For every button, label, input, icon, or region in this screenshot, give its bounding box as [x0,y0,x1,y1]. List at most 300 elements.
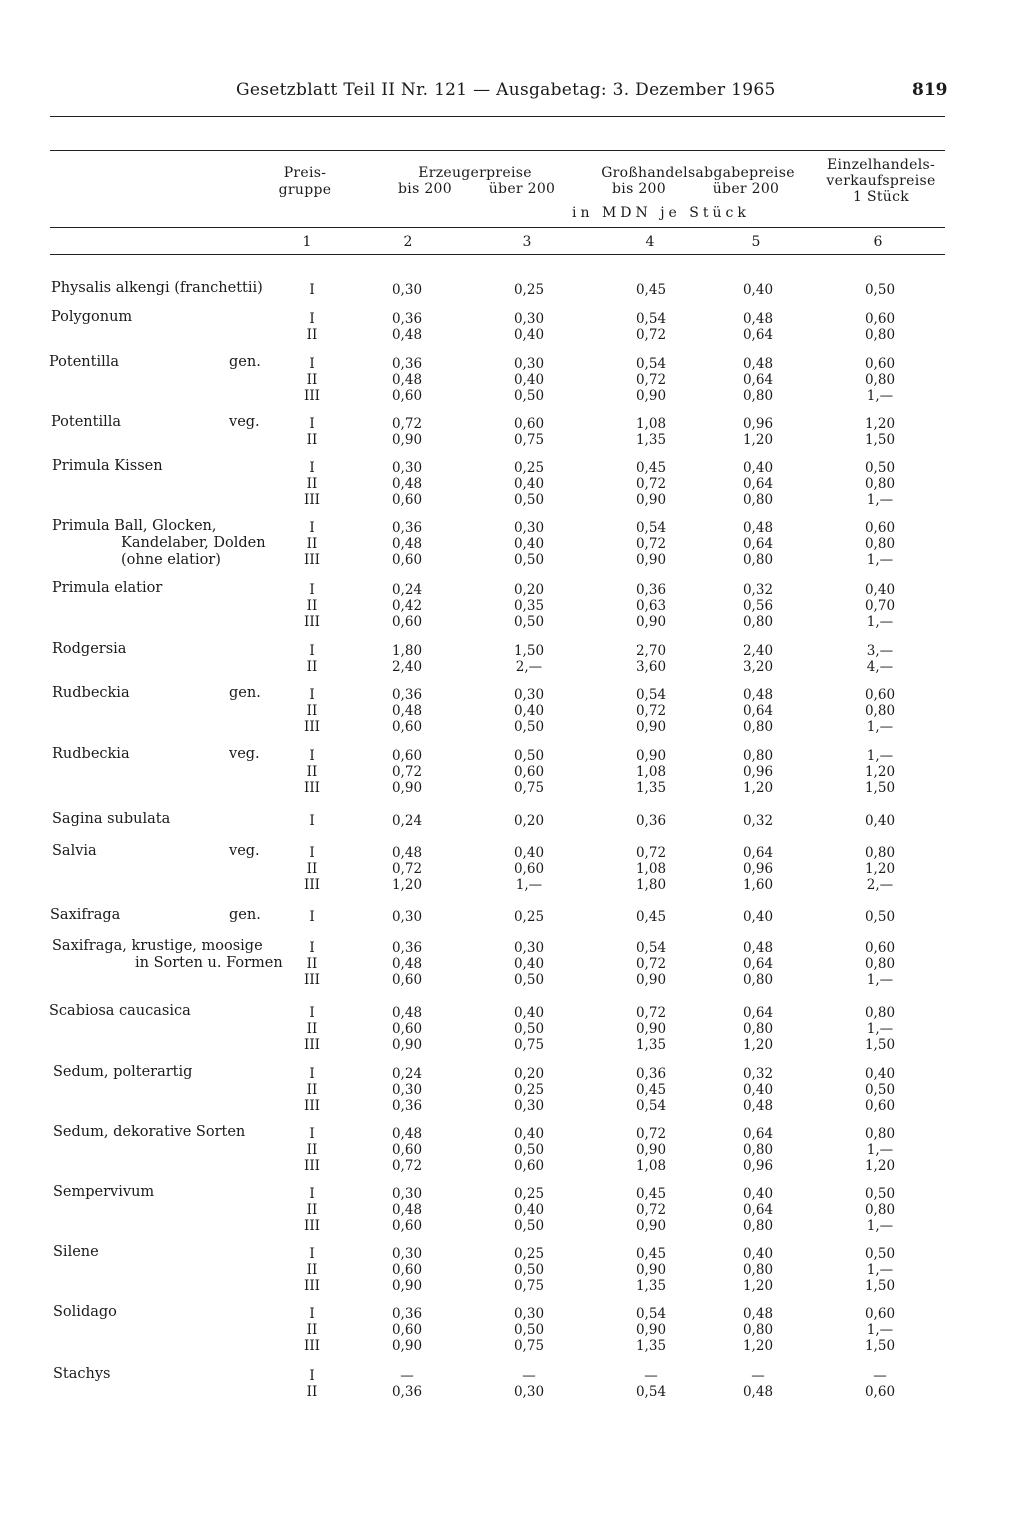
price-cell: 0,30 [391,460,423,476]
plant-name: Solidago [53,1304,117,1320]
price-cell: 0,80 [864,1005,896,1021]
price-cell: — [400,1368,414,1384]
price-cell: 1,20 [864,764,896,780]
price-cell: 1,50 [864,1338,896,1354]
price-cell: 1,— [866,972,894,988]
plant-qualifier: gen. [229,907,261,923]
price-cell: 0,60 [513,764,545,780]
price-cell: 0,96 [742,764,774,780]
price-cell: 0,60 [513,861,545,877]
price-cell: 0,40 [742,1186,774,1202]
column-number: 5 [751,234,761,250]
price-cell: 0,50 [513,552,545,568]
column-number: 3 [522,234,532,250]
price-cell: 1,20 [864,416,896,432]
price-group-cell: II [306,659,318,675]
price-cell: 0,50 [513,748,545,764]
price-group-cell: I [309,845,315,861]
page-number: 819 [912,80,948,100]
price-cell: 0,30 [513,940,545,956]
plant-qualifier: veg. [229,414,260,430]
plant-name: (ohne elatior) [121,552,221,568]
price-group-cell: III [304,972,320,988]
price-cell: 2,— [866,877,894,893]
price-cell: 0,90 [635,1262,667,1278]
price-cell: 1,— [866,552,894,568]
price-cell: 0,48 [391,703,423,719]
price-cell: 0,45 [635,460,667,476]
header-einzelhandel [815,158,947,204]
price-cell: 0,45 [635,1082,667,1098]
price-cell: 0,25 [513,909,545,925]
price-cell: 0,25 [513,460,545,476]
price-cell: 0,80 [742,1262,774,1278]
header-erzeuger-bis200: bis 200 [398,181,452,197]
price-cell: 0,36 [391,356,423,372]
price-cell: 0,60 [864,1306,896,1322]
plant-name: Potentilla [49,354,120,370]
price-cell: 1,— [866,1322,894,1338]
price-cell: 0,80 [864,372,896,388]
price-group-cell: I [309,582,315,598]
price-cell: 1,— [866,719,894,735]
price-cell: 1,50 [513,643,545,659]
price-cell: 0,30 [391,1246,423,1262]
price-group-cell: I [309,416,315,432]
price-cell: 0,36 [391,1306,423,1322]
price-group-cell: III [304,552,320,568]
price-cell: 0,45 [635,282,667,298]
price-group-cell: I [309,282,315,298]
price-cell: 0,48 [742,311,774,327]
price-cell: 0,54 [635,940,667,956]
price-cell: 0,50 [864,909,896,925]
price-cell: 1,— [866,748,894,764]
price-cell: 0,30 [513,1098,545,1114]
price-cell: 0,60 [391,1262,423,1278]
price-cell: 1,— [866,1262,894,1278]
price-cell: 1,08 [635,1158,667,1174]
price-cell: 0,50 [864,1186,896,1202]
price-group-cell: II [306,1322,318,1338]
price-cell: 0,32 [742,582,774,598]
price-cell: — [873,1368,887,1384]
price-cell: 1,— [866,1142,894,1158]
price-cell: 0,40 [513,372,545,388]
price-cell: 0,40 [513,1202,545,1218]
price-group-cell: III [304,1037,320,1053]
plant-name: Primula Ball, Glocken, [52,518,217,534]
price-cell: 0,80 [742,1021,774,1037]
price-cell: 0,24 [391,1066,423,1082]
price-cell: 1,35 [635,780,667,796]
price-cell: 0,40 [742,282,774,298]
price-cell: 0,30 [513,687,545,703]
price-cell: 0,36 [391,311,423,327]
price-cell: 0,40 [513,1126,545,1142]
price-cell: 0,50 [513,719,545,735]
price-cell: 0,30 [513,1384,545,1400]
price-cell: 0,30 [391,282,423,298]
price-cell: 1,35 [635,1338,667,1354]
price-cell: 0,48 [391,845,423,861]
price-cell: 0,25 [513,1186,545,1202]
price-cell: 3,— [866,643,894,659]
price-cell: 0,63 [635,598,667,614]
price-cell: 0,48 [391,372,423,388]
price-group-cell: II [306,1021,318,1037]
price-group-cell: III [304,877,320,893]
price-cell: 0,80 [742,1218,774,1234]
plant-name: Rudbeckia [52,685,130,701]
price-group-cell: I [309,687,315,703]
price-cell: 0,60 [391,388,423,404]
price-cell: 0,60 [391,1218,423,1234]
price-cell: 0,60 [864,1384,896,1400]
price-cell: 0,72 [635,476,667,492]
price-cell: 0,50 [513,1142,545,1158]
price-cell: 0,40 [513,327,545,343]
price-cell: 0,54 [635,1384,667,1400]
price-group-cell: II [306,703,318,719]
price-cell: 0,54 [635,520,667,536]
price-cell: 3,60 [635,659,667,675]
price-cell: 0,50 [513,1262,545,1278]
price-group-cell: II [306,1082,318,1098]
price-cell: 0,72 [635,703,667,719]
price-cell: 1,— [866,1218,894,1234]
header-erzeugerpreise: Erzeugerpreise [418,165,532,181]
price-cell: 0,75 [513,1278,545,1294]
price-cell: 2,40 [742,643,774,659]
price-cell: 0,32 [742,813,774,829]
price-cell: 0,50 [513,972,545,988]
price-cell: 1,20 [742,1338,774,1354]
price-group-cell: I [309,460,315,476]
price-cell: 0,64 [742,956,774,972]
price-cell: 0,60 [391,1142,423,1158]
price-cell: 0,90 [635,1142,667,1158]
price-cell: 0,80 [864,703,896,719]
price-cell: 0,48 [391,956,423,972]
price-cell: 1,— [515,877,543,893]
table-colnum-rule [50,227,945,228]
price-cell: 0,54 [635,687,667,703]
plant-name: Sedum, polterartig [53,1064,193,1080]
price-cell: 0,48 [742,356,774,372]
price-cell: 3,20 [742,659,774,675]
plant-name: Rodgersia [52,641,127,657]
price-cell: 0,64 [742,476,774,492]
price-cell: 0,90 [391,1278,423,1294]
price-cell: 1,80 [391,643,423,659]
price-cell: 0,35 [513,598,545,614]
price-cell: 0,40 [513,956,545,972]
price-cell: 0,48 [391,1005,423,1021]
price-cell: 0,72 [635,1005,667,1021]
header-grosshandel: Großhandelsabgabepreise [601,165,795,181]
price-cell: 0,50 [513,614,545,630]
price-cell: 0,48 [391,327,423,343]
price-cell: 0,60 [391,614,423,630]
price-cell: 0,60 [391,492,423,508]
price-cell: 0,96 [742,416,774,432]
price-cell: 0,60 [391,719,423,735]
price-cell: 1,— [866,492,894,508]
price-cell: — [751,1368,765,1384]
price-group-cell: I [309,1246,315,1262]
price-cell: 0,64 [742,372,774,388]
price-cell: 1,20 [864,861,896,877]
price-cell: 0,90 [635,552,667,568]
price-group-cell: III [304,1218,320,1234]
price-cell: 0,70 [864,598,896,614]
price-group-cell: I [309,356,315,372]
price-cell: 0,36 [635,582,667,598]
price-cell: 0,36 [391,1384,423,1400]
price-cell: 0,25 [513,1082,545,1098]
price-cell: 0,72 [635,1202,667,1218]
column-number: 6 [873,234,883,250]
price-cell: 0,80 [864,536,896,552]
plant-name: Saxifraga, krustige, moosige [52,938,263,954]
price-cell: 0,48 [742,1306,774,1322]
price-cell: 0,30 [513,311,545,327]
price-cell: 0,20 [513,813,545,829]
price-cell: 0,90 [635,1218,667,1234]
plant-name: Sempervivum [53,1184,155,1200]
plant-name: Sedum, dekorative Sorten [53,1124,246,1140]
column-number: 4 [645,234,655,250]
plant-name: Scabiosa caucasica [49,1003,191,1019]
price-cell: 0,20 [513,582,545,598]
price-cell: 0,72 [391,416,423,432]
plant-name: Saxifraga [50,907,121,923]
header-erzeuger-ueber200: über 200 [488,181,556,197]
page-header [0,80,1024,110]
plant-name: Rudbeckia [52,746,130,762]
price-cell: 0,64 [742,536,774,552]
header-preisgruppe [270,166,340,197]
header-gross-bis200: bis 200 [612,181,666,197]
price-cell: 0,40 [742,1246,774,1262]
price-cell: 1,20 [391,877,423,893]
price-cell: 0,80 [742,552,774,568]
price-cell: 1,80 [635,877,667,893]
price-cell: 0,45 [635,1246,667,1262]
price-cell: — [522,1368,536,1384]
price-cell: 0,72 [391,764,423,780]
price-cell: 0,60 [864,520,896,536]
price-cell: 0,36 [391,940,423,956]
price-cell: 0,40 [513,476,545,492]
price-cell: 0,72 [635,956,667,972]
price-cell: 0,36 [391,687,423,703]
header-einzel-line1: Einzelhandels- [826,157,936,173]
column-number: 1 [302,234,312,250]
price-cell: 0,80 [864,956,896,972]
price-cell: 0,75 [513,1338,545,1354]
price-group-cell: I [309,1066,315,1082]
price-cell: 0,24 [391,582,423,598]
price-group-cell: III [304,1098,320,1114]
price-cell: 0,30 [391,1186,423,1202]
price-cell: 0,48 [742,687,774,703]
price-cell: 0,54 [635,311,667,327]
price-cell: 0,32 [742,1066,774,1082]
plant-qualifier: gen. [229,685,261,701]
price-cell: 0,80 [742,972,774,988]
price-cell: 0,75 [513,1037,545,1053]
price-cell: 0,90 [635,719,667,735]
price-group-cell: II [306,327,318,343]
table-top-rule [50,150,945,151]
price-cell: 1,20 [742,432,774,448]
header-einzel-line3: 1 Stück [852,189,909,205]
price-cell: 1,35 [635,1037,667,1053]
price-cell: 0,48 [742,1098,774,1114]
price-cell: 0,48 [391,1202,423,1218]
price-cell: 0,40 [513,1005,545,1021]
price-cell: 1,20 [742,1278,774,1294]
price-cell: 0,25 [513,1246,545,1262]
price-cell: 0,80 [742,1322,774,1338]
price-cell: 0,24 [391,813,423,829]
running-title: Gesetzblatt Teil II Nr. 121 — Ausgabetag: 3. Dezember 1965 [236,80,776,100]
price-cell: 0,72 [635,845,667,861]
price-cell: 0,40 [864,813,896,829]
price-cell: 0,60 [391,1322,423,1338]
price-cell: 0,80 [742,614,774,630]
plant-name: Stachys [53,1366,111,1382]
price-cell: 0,40 [864,582,896,598]
price-cell: 1,35 [635,1278,667,1294]
price-group-cell: I [309,1186,315,1202]
plant-qualifier: veg. [229,843,260,859]
price-cell: 0,64 [742,845,774,861]
price-group-cell: II [306,432,318,448]
price-group-cell: II [306,536,318,552]
price-cell: 0,72 [635,536,667,552]
price-cell: 0,30 [513,520,545,536]
price-cell: 1,35 [635,432,667,448]
price-cell: 1,50 [864,432,896,448]
price-group-cell: II [306,861,318,877]
price-cell: 0,60 [391,972,423,988]
price-group-cell: I [309,813,315,829]
price-group-cell: I [309,1126,315,1142]
price-cell: 0,64 [742,1126,774,1142]
price-cell: 0,30 [391,909,423,925]
price-group-cell: III [304,1278,320,1294]
plant-name: in Sorten u. Formen [135,955,283,971]
price-group-cell: III [304,388,320,404]
price-group-cell: I [309,311,315,327]
price-cell: 0,60 [391,552,423,568]
price-cell: 0,64 [742,703,774,719]
price-cell: 0,50 [864,1082,896,1098]
price-cell: 0,60 [391,748,423,764]
price-cell: 1,20 [742,780,774,796]
price-cell: 0,40 [864,1066,896,1082]
plant-name: Sagina subulata [52,811,171,827]
price-cell: 0,36 [391,1098,423,1114]
price-cell: 0,80 [864,327,896,343]
price-cell: 0,36 [635,1066,667,1082]
price-group-cell: III [304,780,320,796]
price-cell: 0,48 [391,476,423,492]
header-preisgruppe-line2: gruppe [278,182,332,198]
price-group-cell: III [304,1338,320,1354]
price-cell: 1,50 [864,780,896,796]
price-cell: 0,80 [742,492,774,508]
plant-name: Polygonum [51,309,133,325]
price-cell: 0,60 [391,1021,423,1037]
price-group-cell: I [309,909,315,925]
price-group-cell: I [309,1306,315,1322]
price-cell: 0,54 [635,1306,667,1322]
price-cell: 0,30 [513,356,545,372]
price-group-cell: II [306,1384,318,1400]
price-cell: 0,90 [635,388,667,404]
price-cell: 1,08 [635,861,667,877]
header-preisgruppe-line1: Preis- [283,165,327,181]
price-cell: — [644,1368,658,1384]
price-cell: 1,50 [864,1278,896,1294]
price-cell: 0,50 [513,1218,545,1234]
price-cell: 0,40 [742,1082,774,1098]
header-gross-ueber200: über 200 [712,181,780,197]
price-cell: 0,90 [391,780,423,796]
plant-qualifier: gen. [229,354,261,370]
header-unit: in MDN je Stück [572,205,750,221]
price-cell: 0,40 [513,845,545,861]
price-group-cell: II [306,1142,318,1158]
price-cell: 0,48 [391,536,423,552]
table-header-bottom-rule [50,254,945,255]
price-cell: 2,70 [635,643,667,659]
price-cell: 1,08 [635,416,667,432]
price-cell: 1,— [866,388,894,404]
price-cell: 1,50 [864,1037,896,1053]
price-cell: 0,96 [742,861,774,877]
price-group-cell: II [306,764,318,780]
price-cell: 0,30 [513,1306,545,1322]
price-group-cell: II [306,372,318,388]
price-cell: 0,90 [635,972,667,988]
price-cell: 0,80 [864,1126,896,1142]
price-cell: 2,40 [391,659,423,675]
price-cell: 1,20 [742,1037,774,1053]
price-cell: 1,— [866,1021,894,1037]
price-cell: 0,90 [391,1338,423,1354]
price-cell: 0,36 [635,813,667,829]
price-group-cell: II [306,1202,318,1218]
price-group-cell: III [304,614,320,630]
price-cell: 0,20 [513,1066,545,1082]
price-group-cell: I [309,520,315,536]
price-group-cell: I [309,1005,315,1021]
price-cell: 0,50 [864,460,896,476]
price-cell: 0,50 [513,388,545,404]
price-cell: 1,08 [635,764,667,780]
price-cell: 0,60 [864,940,896,956]
price-cell: 0,60 [864,311,896,327]
price-group-cell: I [309,643,315,659]
price-cell: 0,50 [864,1246,896,1262]
price-cell: 2,— [515,659,543,675]
price-cell: 0,72 [635,372,667,388]
